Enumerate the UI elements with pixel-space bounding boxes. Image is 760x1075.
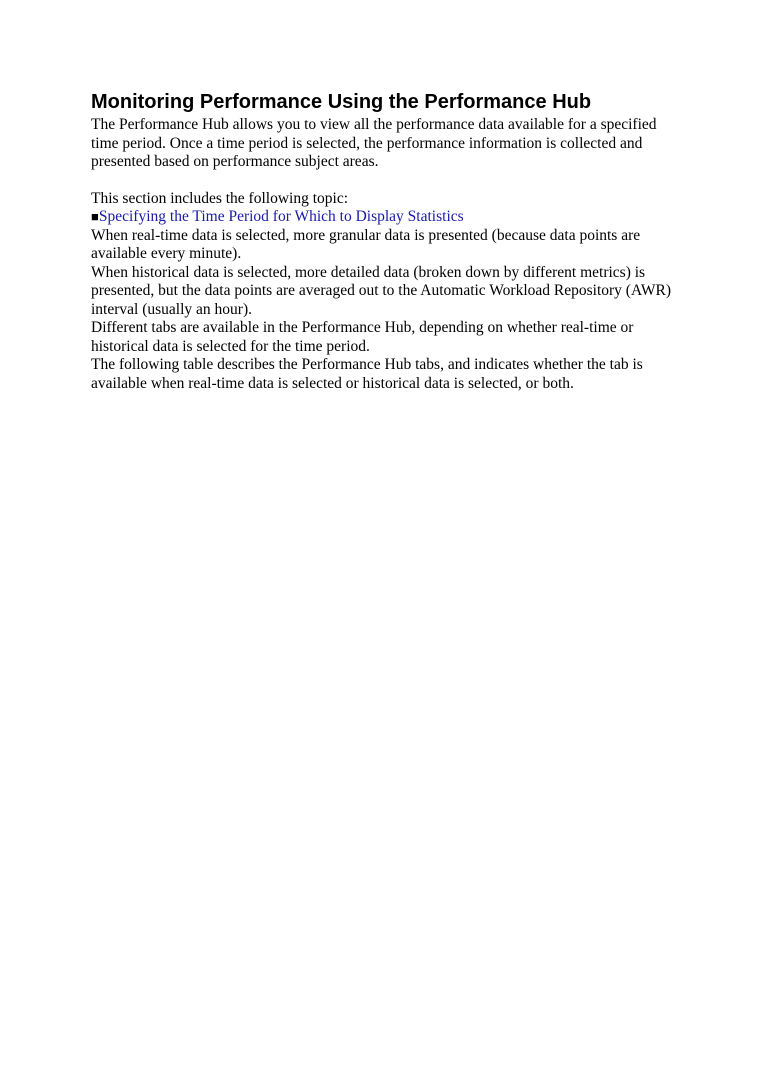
paragraph-table-description: The following table describes the Performance Hub tabs, and indicates whether the tab is available when real-time data is selected or historical data is selected, or both.	[91, 356, 643, 392]
bullet-icon: ■	[91, 209, 99, 224]
intro-paragraph: The Performance Hub allows you to view all the performance data available for a specified time period. Once a time period is selected, the performance information is collected and presented based on performance subject areas.	[91, 116, 657, 170]
paragraph-historical: When historical data is selected, more detailed data (broken down by different metrics) is presented, but the data points are averaged out to the Automatic Workload Repository (AWR) interval (usually an hour).	[91, 263, 672, 318]
document-page	[91, 89, 681, 393]
page-title: Monitoring Performance Using the Performance Hub	[91, 91, 592, 113]
topic-list-item	[91, 208, 681, 227]
paragraph-real-time: When real-time data is selected, more granular data is presented (because data points are available every minute).	[91, 226, 641, 262]
paragraph-tabs: Different tabs are available in the Performance Hub, depending on whether real-time or historical data is selected for the time period.	[91, 319, 634, 355]
topic-link-time-period[interactable]: Specifying the Time Period for Which to Display Statistics	[98, 208, 464, 225]
topics-heading: This section includes the following topic:	[91, 189, 348, 207]
